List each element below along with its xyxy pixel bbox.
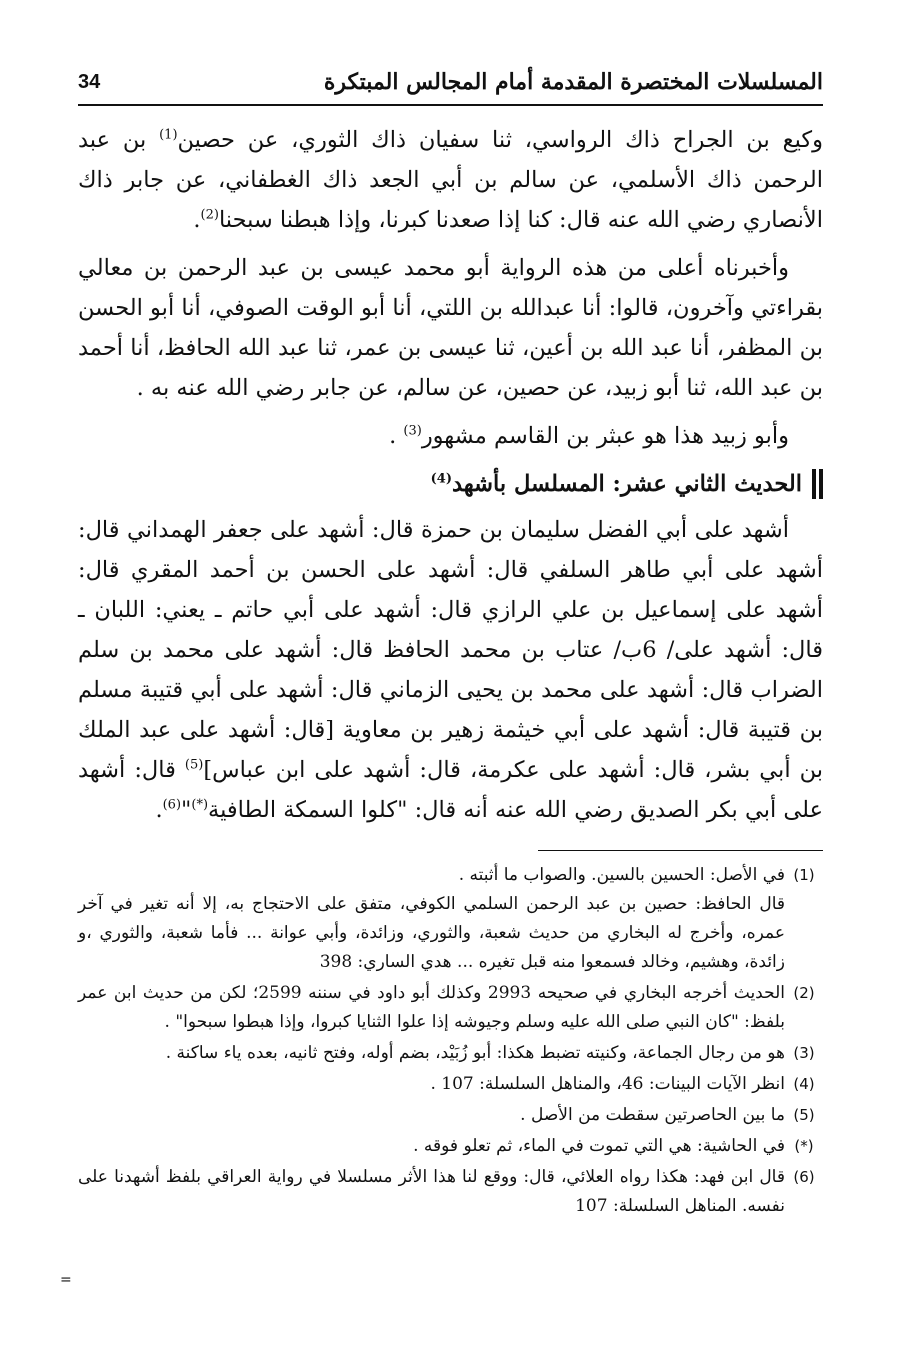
margin-mark: = bbox=[60, 1272, 72, 1288]
footnote-5: (5) ما بين الحاصرتين سقطت من الأصل . bbox=[520, 1105, 815, 1125]
page-number: 34 bbox=[78, 70, 101, 93]
footnote-2: (2) الحديث أخرجه البخاري في صحيحه 2993 وكذلك أبو داود في سننه 2599؛ لكن من حديث ابن عمر بلفظ: "كان النبي صلى الله عليه وسلم وجيوشه إذا علوا الثنايا كبروا، وإذا هبطوا سبحوا" . bbox=[78, 983, 815, 1032]
running-header bbox=[78, 60, 823, 106]
footnote-3: (3) هو من رجال الجماعة، وكنيته تضبط هكذا: أبو زُبَيْد، بضم أوله، وفتح ثانيه، بعده ياء ساكنة . bbox=[165, 1043, 815, 1063]
paragraph-4: أشهد على أبي الفضل سليمان بن حمزة قال: أشهد على جعفر الهمداني قال: أشهد على أبي طاهر السلفي قال: أشهد على الحسن بن أحمد المقري قال: أشهد على إسماعيل بن علي الرازي قال: أشهد على أبي حاتم ـ يعني: اللبان ـ قال: أشهد على/ 6ب/ عتاب بن محمد الحافظ قال: أشهد على محمد بن سلم الضراب قال: أشهد على محمد بن يحيى الزماني قال: أشهد على أبي قتيبة مسلم بن قتيبة قال: أشهد على أبي خيثمة زهير بن معاوية [قال: أشهد على عبد الملك بن أبي بشر، قال: أشهد على عكرمة، قال: أشهد على ابن عباس]$^{(5)}$ قال: أشهد على أبي بكر الصديق رضي الله عنه أنه قال: "كلوا السمكة الطافية(*)"$^{(6)}$. bbox=[78, 517, 823, 823]
footnotes bbox=[78, 861, 823, 1221]
footnote-ref-3[interactable]: (3) bbox=[403, 423, 422, 439]
paragraph-1: وكيع بن الجراح ذاك الرواسي، ثنا سفيان ذاك الثوري، عن حصين$^{(1)}$ بن عبد الرحمن ذاك الأسلمي، عن سالم بن أبي الجعد ذاك الغطفاني، عن جابر ذاك الأنصاري رضي الله عنه قال: كنا إذا صعدنا كبرنا، وإذا هبطنا سبحنا$^{(2)}$. bbox=[78, 127, 823, 233]
heading-bar-icon bbox=[812, 469, 823, 499]
footnote-separator bbox=[538, 850, 823, 851]
footnote-ref-1[interactable]: (1) bbox=[159, 127, 178, 143]
footnote-ref-4[interactable]: (4) bbox=[430, 471, 452, 487]
footnote-ref-star[interactable]: (*) bbox=[191, 797, 209, 813]
footnote-ref-5[interactable]: (5) bbox=[184, 757, 204, 773]
footnote-1: (1) في الأصل: الحسين بالسين. والصواب ما أثبته . قال الحافظ: حصين بن عبد الرحمن السلمي الكوفي، متفق على الاحتجاج به، إلا أنه تغير في آخر عمره، وأخرج له البخاري من حديث شعبة، والثوري، وزائدة، وأبي عوانة ... فأما شعبة، والثوري ،و زائدة، وهشيم، وخالد فسمعوا منه قبل تغيره ... هدي الساري: 398 bbox=[78, 865, 815, 972]
paragraph-3: وأبو زبيد هذا هو عبثر بن القاسم مشهور$^{(3)}$ . bbox=[389, 423, 789, 449]
main-text bbox=[78, 120, 823, 830]
footnote-6: (6) قال ابن فهد: هكذا رواه العلائي، قال: ووقع لنا هذا الأثر مسلسلا في رواية العراقي بلفظ أشهدنا على نفسه. المناهل السلسلة: 107 bbox=[78, 1167, 815, 1216]
footnote-star: (*) في الحاشية: هي التي تموت في الماء، ثم تعلو فوقه . bbox=[413, 1136, 814, 1156]
footnote-ref-2[interactable]: (2) bbox=[200, 207, 219, 223]
section-heading: الحديث الثاني عشر: المسلسل بأشهد$^{(4)}$ bbox=[78, 464, 823, 504]
book-page bbox=[78, 60, 823, 1223]
footnote-ref-6[interactable]: (6) bbox=[162, 797, 182, 813]
header-title: المسلسلات المختصرة المقدمة أمام المجالس المبتكرة bbox=[323, 69, 823, 95]
footnote-4: (4) انظر الآيات البينات: 46، والمناهل السلسلة: 107 . bbox=[430, 1074, 815, 1094]
paragraph-2: وأخبرناه أعلى من هذه الرواية أبو محمد عيسى بن عبد الرحمن بن معالي بقراءتي وآخرون، قالوا: أنا عبدالله بن اللتي، أنا أبو الوقت الصوفي، أنا أبو الحسن بن المظفر، أنا عبد الله بن أعين، ثنا عيسى بن عمر، ثنا عبد الله الحافظ، أنا أحمد بن عبد الله، ثنا أبو زبيد، عن حصين، عن سالم، عن جابر رضي الله عنه به . bbox=[78, 255, 823, 401]
